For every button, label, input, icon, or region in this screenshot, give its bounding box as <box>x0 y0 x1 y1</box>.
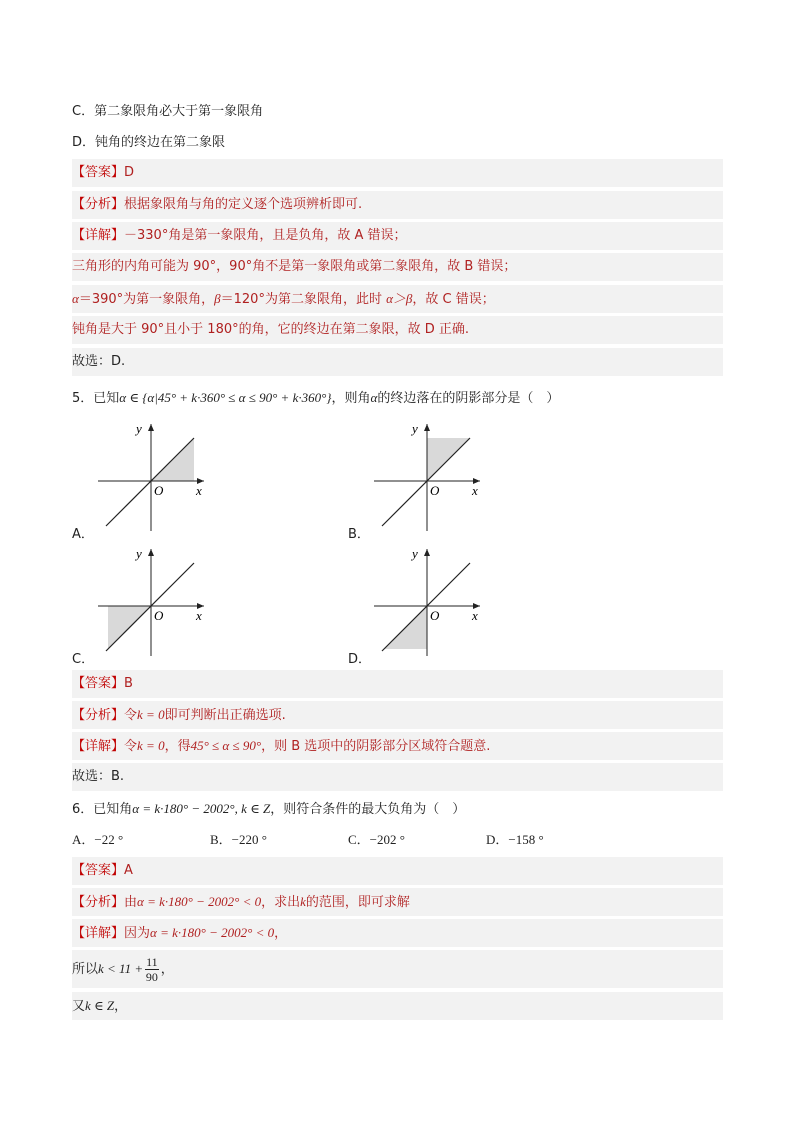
fraction-denominator: 90 <box>145 970 158 984</box>
graph-d[interactable] <box>372 546 482 658</box>
x-label: x <box>196 483 202 498</box>
q6-option-b[interactable]: B．−220 ° <box>210 832 267 847</box>
analysis-k: k <box>300 894 306 909</box>
stem-math: α = k·180° − 2002°, k ∈ Z <box>132 801 271 816</box>
analysis-text: 由 <box>124 895 138 910</box>
y-arrow-icon <box>148 549 154 556</box>
q4-detail-row-2: 三角形的内角可能为 90°，90°角不是第一象限角或第二象限角，故 B 错误； <box>72 253 723 281</box>
fraction <box>145 955 159 984</box>
stem-prefix: 6．已知角 <box>72 802 133 817</box>
q5-analysis-row <box>72 701 723 729</box>
analysis-tag: 【分析】 <box>72 895 125 910</box>
x-label: x <box>196 608 202 623</box>
stem-mid: ，则角 <box>331 391 371 406</box>
answer-value: A <box>124 863 133 878</box>
detail-tag: 【详解】 <box>72 926 125 941</box>
so-text: ， <box>160 962 174 977</box>
analysis-text: 即可判断出正确选项. <box>164 708 286 723</box>
x-label: x <box>472 608 478 623</box>
beta-symbol: β <box>214 291 221 306</box>
q5-detail-row <box>72 732 723 760</box>
origin-label: O <box>430 483 440 498</box>
origin-label: O <box>154 608 164 623</box>
detail-tag: 【详解】 <box>72 228 125 243</box>
y-label: y <box>136 546 142 561</box>
graph-c[interactable] <box>96 546 206 658</box>
q4-analysis-row <box>72 191 723 219</box>
detail-text: ，得 <box>164 739 191 754</box>
option-d-label[interactable]: D． <box>348 652 372 667</box>
q6-option-d[interactable]: D．−158 ° <box>486 832 544 847</box>
answer-tag: 【答案】 <box>72 676 125 691</box>
y-label: y <box>412 546 418 561</box>
q6-detail-row <box>72 919 723 947</box>
analysis-tag: 【分析】 <box>72 708 125 723</box>
y-label: y <box>412 421 418 436</box>
x-label: x <box>472 483 478 498</box>
answer-value: B <box>124 676 133 691</box>
detail-math: k = 0 <box>137 738 165 753</box>
analysis-tag: 【分析】 <box>72 197 125 212</box>
graph-a[interactable] <box>96 421 206 533</box>
alpha-symbol: α <box>72 291 79 306</box>
q5-answer-row <box>72 670 723 698</box>
analysis-math: k = 0 <box>137 707 165 722</box>
y-arrow-icon <box>148 424 154 431</box>
also-text: 又 <box>72 999 86 1014</box>
analysis-text: 根据象限角与角的定义逐个选项辨析即可. <box>124 197 363 212</box>
detail-text: ＝390°为第一象限角， <box>78 292 215 307</box>
stem-end: ，则符合条件的最大负角为（ ） <box>270 802 466 817</box>
q6-options-row <box>72 826 723 854</box>
origin-label: O <box>430 608 440 623</box>
diagonal-line <box>382 438 470 526</box>
detail-math: α = k·180° − 2002° < 0 <box>150 925 275 940</box>
answer-tag: 【答案】 <box>72 165 125 180</box>
q5-stem <box>72 384 723 412</box>
also-text: ， <box>114 999 128 1014</box>
detail-tag: 【详解】 <box>72 739 125 754</box>
answer-value: D <box>124 165 135 180</box>
q5-choose-row: 故选：B. <box>72 763 723 791</box>
detail-text: ， <box>274 926 288 941</box>
q6-stem <box>72 795 723 823</box>
option-b-label[interactable]: B． <box>348 527 370 542</box>
q6-option-a[interactable]: A．−22 ° <box>72 832 124 847</box>
answer-tag: 【答案】 <box>72 863 125 878</box>
y-label: y <box>136 421 142 436</box>
analysis-text: ，求出 <box>261 895 301 910</box>
inequality: α＞β <box>386 291 413 306</box>
diagonal-line <box>106 438 194 526</box>
detail-text: ＝120°为第二象限角，此时 <box>220 292 387 307</box>
stem-end: 的终边落在的阴影部分是（ ） <box>377 391 560 406</box>
q4-option-d: D．钝角的终边在第二象限 <box>72 135 226 150</box>
q6-also-row <box>72 992 723 1020</box>
option-c-label[interactable]: C． <box>72 652 95 667</box>
detail-text: ，故 C 错误； <box>412 292 495 307</box>
q4-detail-row-4: 钝角是大于 90°且小于 180°的角，它的终边在第二象限，故 D 正确. <box>72 316 723 344</box>
analysis-text: 的范围，即可求解 <box>305 895 410 910</box>
q4-option-c: C．第二象限角必大于第一象限角 <box>72 104 264 119</box>
q4-choose-row: 故选：D. <box>72 348 723 376</box>
y-arrow-icon <box>424 549 430 556</box>
q6-analysis-row <box>72 888 723 916</box>
detail-text: －330°角是第一象限角，且是负角，故 A 错误； <box>124 228 407 243</box>
analysis-math: α = k·180° − 2002° < 0 <box>137 894 262 909</box>
q6-option-c[interactable]: C．−202 ° <box>348 832 405 847</box>
option-a-label[interactable]: A． <box>72 527 94 542</box>
analysis-text: 令 <box>124 708 138 723</box>
detail-text: 因为 <box>124 926 151 941</box>
detail-text: ，则 B 选项中的阴影部分区域符合题意. <box>261 739 491 754</box>
stem-prefix: 5．已知 <box>72 391 120 406</box>
also-math: k ∈ Z <box>85 998 115 1013</box>
detail-text: 令 <box>124 739 138 754</box>
origin-label: O <box>154 483 164 498</box>
fraction-numerator: 11 <box>146 955 158 969</box>
stem-set: α ∈ {α|45° + k·360° ≤ α ≤ 90° + k·360°} <box>119 390 332 405</box>
q6-so-row <box>72 950 723 988</box>
so-text: 所以 <box>72 962 99 977</box>
q4-detail-row-3 <box>72 285 723 313</box>
y-arrow-icon <box>424 424 430 431</box>
q4-detail-row-1 <box>72 222 723 250</box>
detail-range: 45° ≤ α ≤ 90° <box>190 738 262 753</box>
graph-b[interactable] <box>372 421 482 533</box>
alpha-symbol: α <box>370 390 378 405</box>
q6-answer-row <box>72 857 723 885</box>
so-math: k < 11 + <box>98 961 144 976</box>
q4-answer-row <box>72 159 723 187</box>
